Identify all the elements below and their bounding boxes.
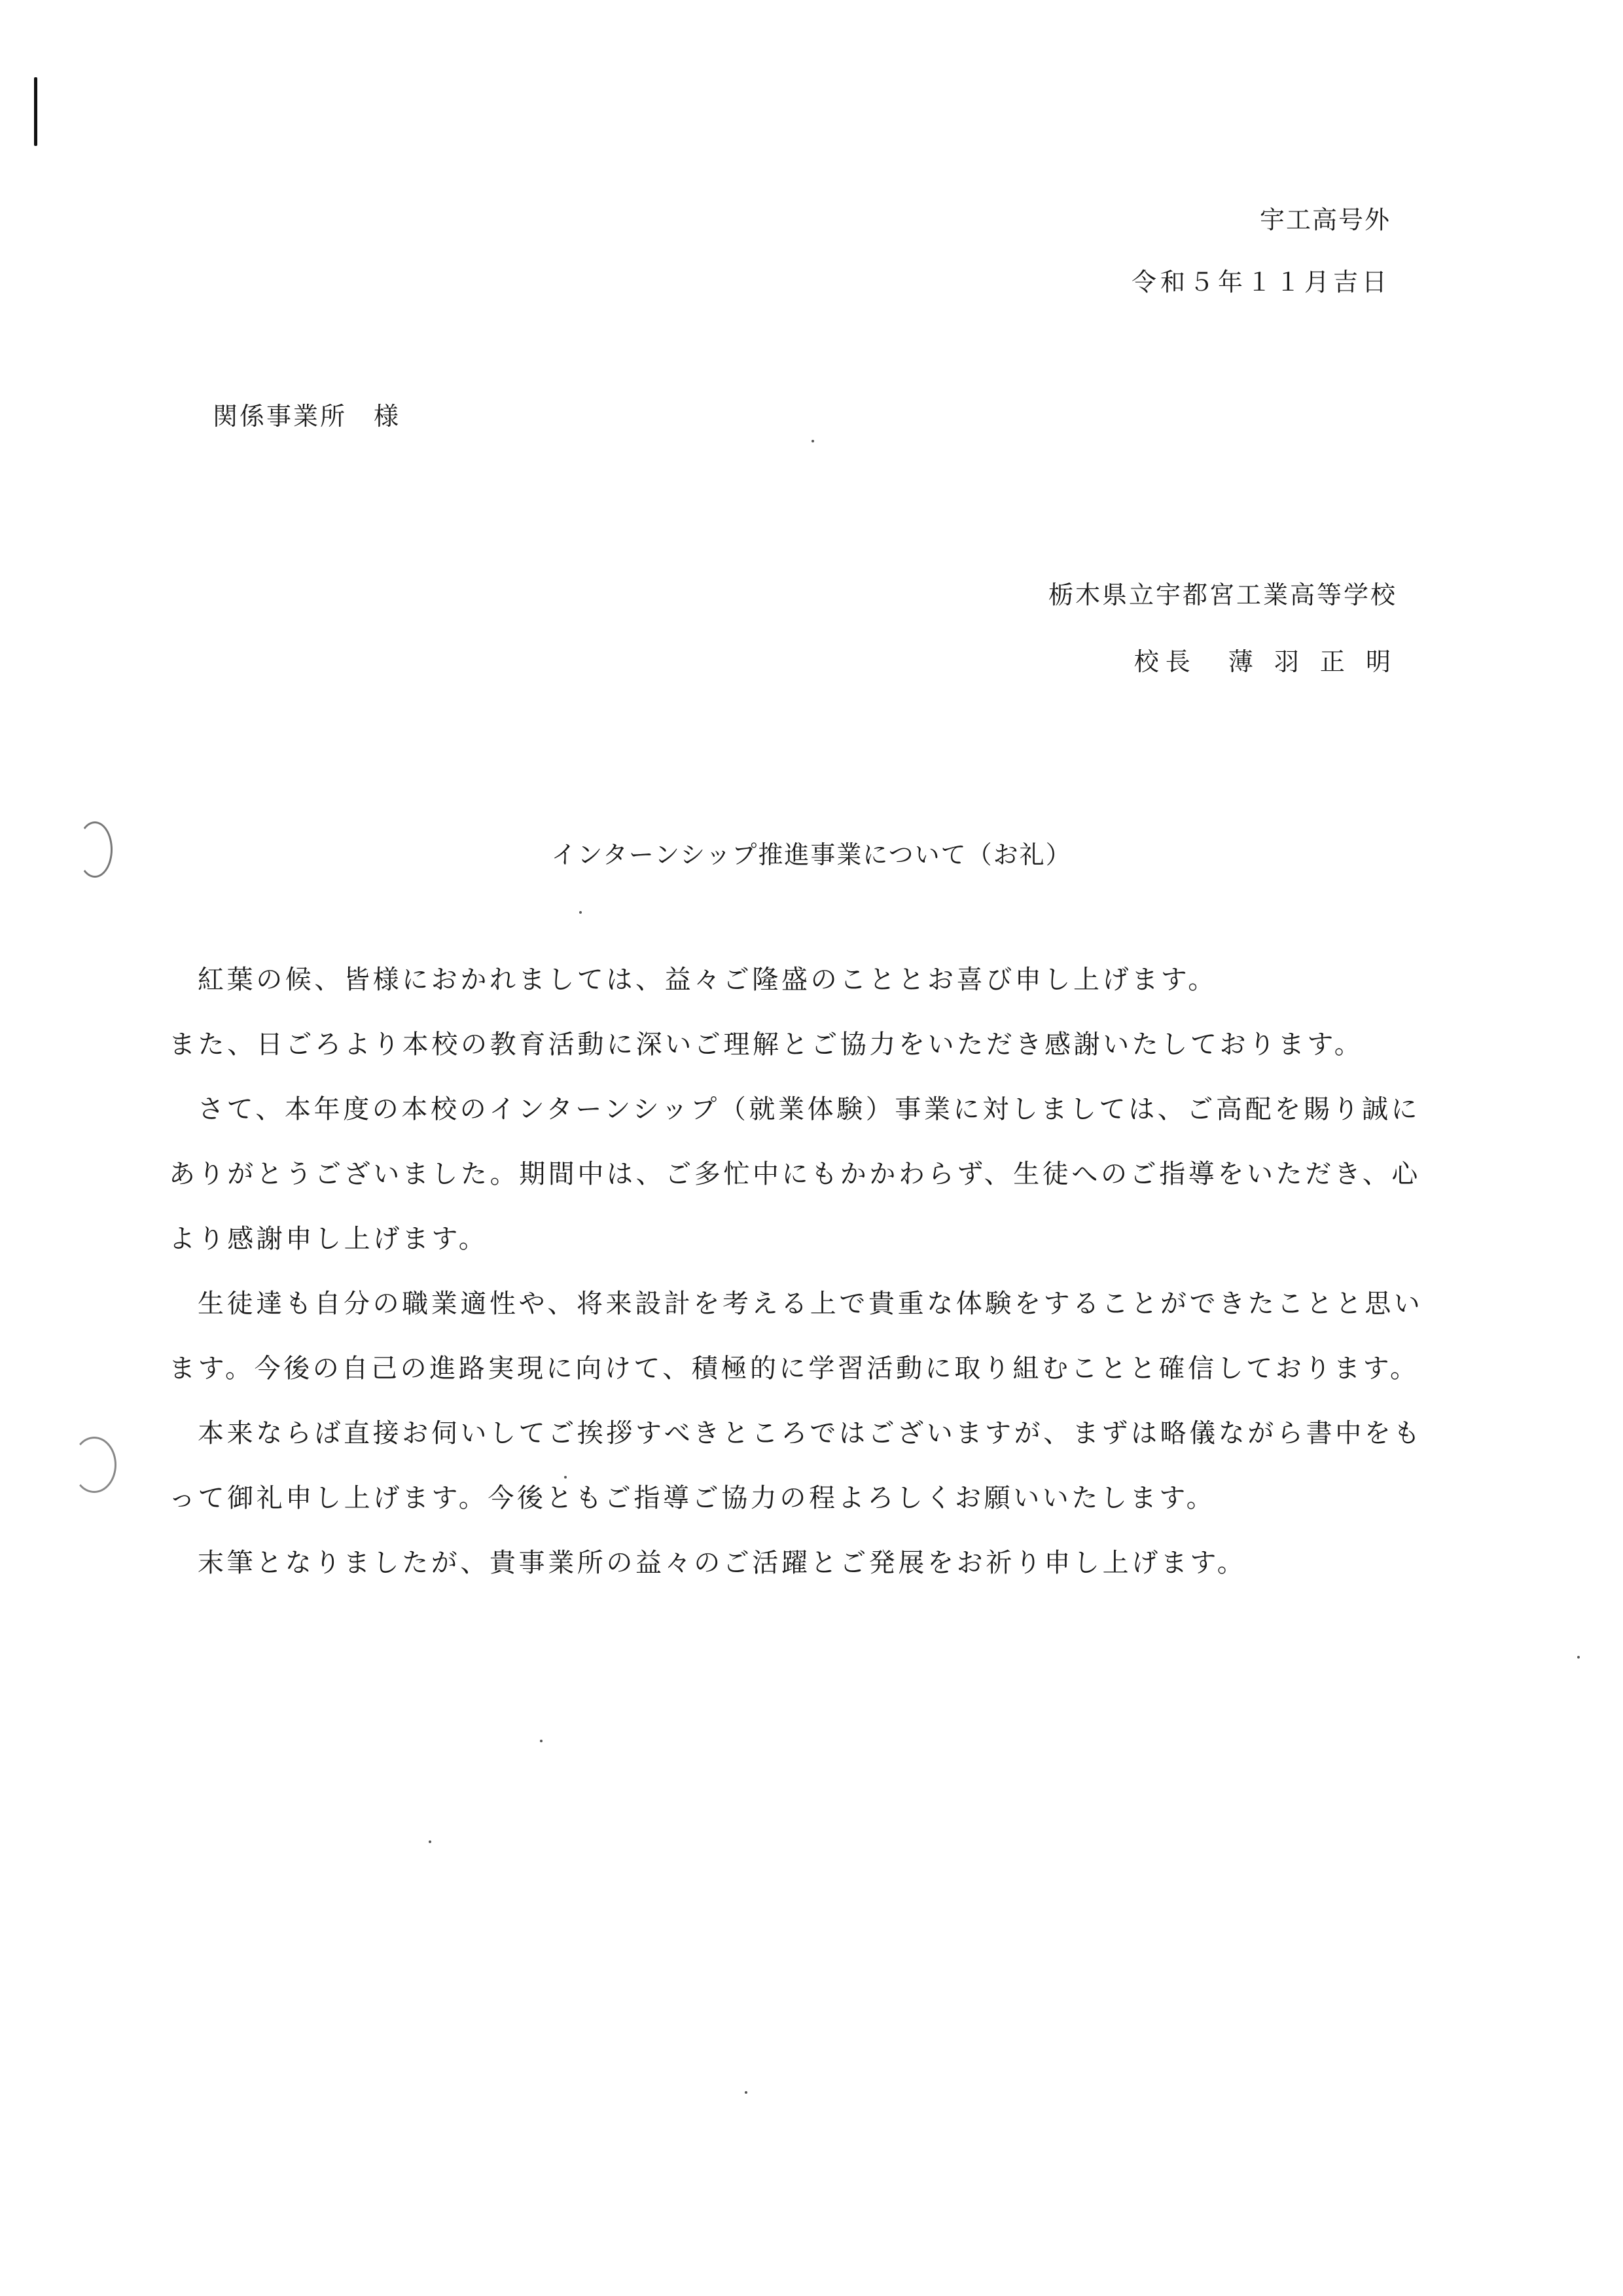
recipient: 関係事業所 様: [213, 402, 401, 431]
body-paragraph: 末筆となりましたが、貴事業所の益々のご活躍とご発展をお祈り申し上げます。: [198, 1548, 1247, 1578]
punch-hole-mark-bottom: [72, 1437, 116, 1493]
body-paragraph: 生徒達も自分の職業適性や、将来設計を考える上で貴重な体験をすることができたことと思います。今後の自己の進路実現に向けて、積極的に学習活動に取り組むことと確信しております。: [169, 1289, 1423, 1384]
letter-body: [169, 948, 1436, 1596]
scan-edge-mark: [34, 77, 37, 146]
scan-speck: [1577, 1656, 1580, 1659]
scan-speck: [812, 440, 814, 442]
letter-subject: インターンシップ推進事業について（お礼）: [551, 840, 1072, 869]
scan-speck: [579, 911, 582, 914]
body-paragraph: さて、本年度の本校のインターンシップ（就業体験）事業に対しましては、ご高配を賜り誠にありがとうございました。期間中は、ご多忙中にもかかわらず、生徒へのご指導をいただき、心より感謝申し上げます。: [169, 1094, 1421, 1254]
body-paragraph: また、日ごろより本校の教育活動に深いご理解とご協力をいただき感謝いたしております。: [169, 1030, 1364, 1060]
scan-speck: [429, 1840, 431, 1843]
sender-school: 栃木県立宇都宮工業高等学校: [1048, 581, 1397, 609]
issue-date: 令和５年１１月吉日: [1131, 268, 1391, 296]
body-paragraph: 本来ならば直接お伺いしてご挨拶すべきところではございますが、まずは略儀ながら書中をもって御礼申し上げます。今後ともご指導ご協力の程よろしくお願いいたします。: [169, 1418, 1423, 1513]
scan-speck: [745, 2091, 747, 2094]
sender-principal: 校長 薄 羽 正 明: [1133, 647, 1397, 676]
body-paragraph: 紅葉の候、皆様におかれましては、益々ご隆盛のこととお喜び申し上げます。: [198, 965, 1217, 995]
scan-speck: [540, 1740, 543, 1742]
reference-number: 宇工高号外: [1259, 206, 1391, 234]
